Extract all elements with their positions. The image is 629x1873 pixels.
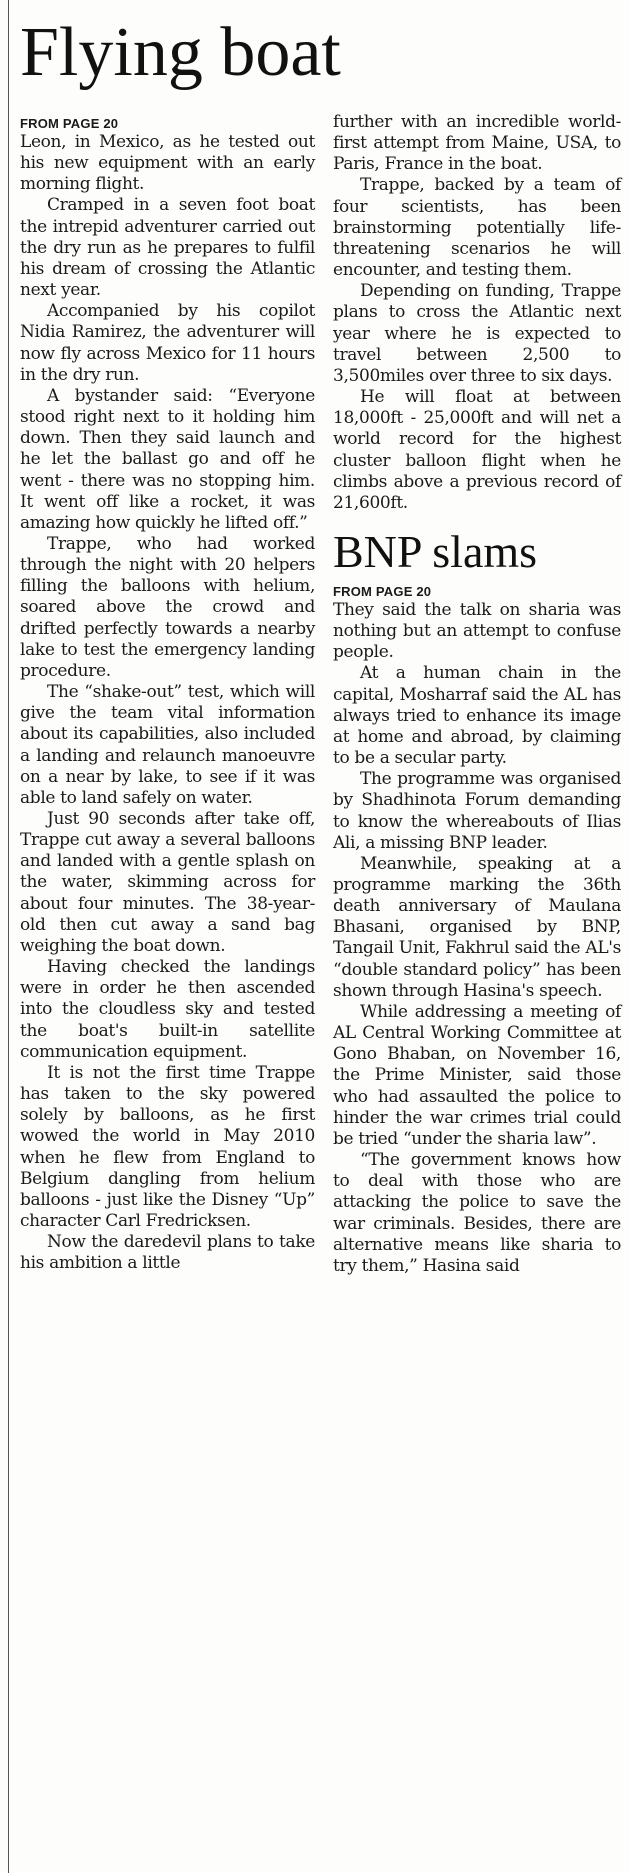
paragraph: Leon, in Mexico, as he tested out his new equipment with an early morning flight. xyxy=(20,132,315,195)
paragraph: The “shake-out” test, which will give the team vital information about its capabilities, also included a landing and relaunch manoeuvre on a near by lake, to see if it was able to land safely on water. xyxy=(20,682,315,808)
paragraph: Depending on funding, Trappe plans to cross the Atlantic next year where he is expected to travel between 2,500 to 3,500miles over three to six days. xyxy=(333,281,621,386)
paragraph: A bystander said: “Everyone stood right next to it holding him down. Then they said launch and he let the ballast go and off he went - there was no stopping him. It went off like a rocket, it was amazing how quickly he lifted off.” xyxy=(20,385,315,533)
paragraph: The programme was organised by Shadhinota Forum demanding to know the whereabouts of Ilias Ali, a missing BNP leader. xyxy=(333,769,621,853)
paragraph: It is not the first time Trappe has taken to the sky powered solely by balloons, as he first wowed the world in May 2010 when he flew from England to Belgium dangling from helium balloons - just like the Disney “Up” character Carl Fredricksen. xyxy=(20,1062,315,1231)
column-rule xyxy=(8,0,9,1873)
paragraph: Trappe, who had worked through the night with 20 helpers filling the balloons with helium, soared above the crowd and drifted perfectly towards a nearby lake to test the emergency landing procedure. xyxy=(20,533,315,681)
paragraph: Accompanied by his copilot Nidia Ramirez, the adventurer will now fly across Mexico for 11 hours in the dry run. xyxy=(20,301,315,385)
paragraph: Having checked the landings were in order he then ascended into the cloudless sky and tested the boat's built-in satellite communication equipment. xyxy=(20,957,315,1062)
paragraph: Cramped in a seven foot boat the intrepid adventurer carried out the dry run as he prepares to fulfil his dream of crossing the Atlantic next year. xyxy=(20,195,315,301)
story-flying-boat-left xyxy=(20,132,315,1274)
headline-bnp-slams: BNP slams xyxy=(333,525,538,577)
paragraph: At a human chain in the capital, Mosharraf said the AL has always tried to enhance its image at home and abroad, by claiming to be a secular party. xyxy=(333,663,621,769)
column-right xyxy=(333,112,621,1277)
story-flying-boat-right xyxy=(333,112,621,514)
kicker-flying-boat: FROM PAGE 20 xyxy=(20,116,119,131)
headline-flying-boat: Flying boat xyxy=(20,14,341,91)
paragraph: They said the talk on sharia was nothing but an attempt to confuse people. xyxy=(333,599,621,663)
paragraph: He will float at between 18,000ft - 25,000ft and will net a world record for the highest cluster balloon flight when he climbs above a previous record of 21,600ft. xyxy=(333,387,621,513)
column-left xyxy=(20,116,315,1274)
paragraph: While addressing a meeting of AL Central Working Committee at Gono Bhaban, on November 16, the Prime Minister, said those who had assaulted the police to hinder the war crimes trial could be tried “under the sharia law”. xyxy=(333,1001,621,1149)
paragraph: further with an incredible world-first attempt from Maine, USA, to Paris, France in the boat. xyxy=(333,112,621,175)
paragraph: Trappe, backed by a team of four scientists, has been brainstorming potentially life-threatening scenarios he will encounter, and testing them. xyxy=(333,175,621,281)
paragraph: Meanwhile, speaking at a programme marking the 36th death anniversary of Maulana Bhasani, organised by BNP, Tangail Unit, Fakhrul said the AL's “double standard policy” has been shown through Hasina's speech. xyxy=(333,853,621,1001)
paragraph: Now the daredevil plans to take his ambition a little xyxy=(20,1232,315,1274)
story-bnp-slams xyxy=(333,600,621,1277)
paragraph: “The government knows how to deal with those who are attacking the police to save the war criminals. Besides, there are alternative means like sharia to try them,” Hasina said xyxy=(333,1150,621,1276)
paragraph: Just 90 seconds after take off, Trappe cut away a several balloons and landed with a gentle splash on the water, skimming across for about four minutes. The 38-year-old then cut away a sand bag weighing the boat down. xyxy=(20,809,315,956)
kicker-bnp-slams: FROM PAGE 20 xyxy=(333,583,432,599)
